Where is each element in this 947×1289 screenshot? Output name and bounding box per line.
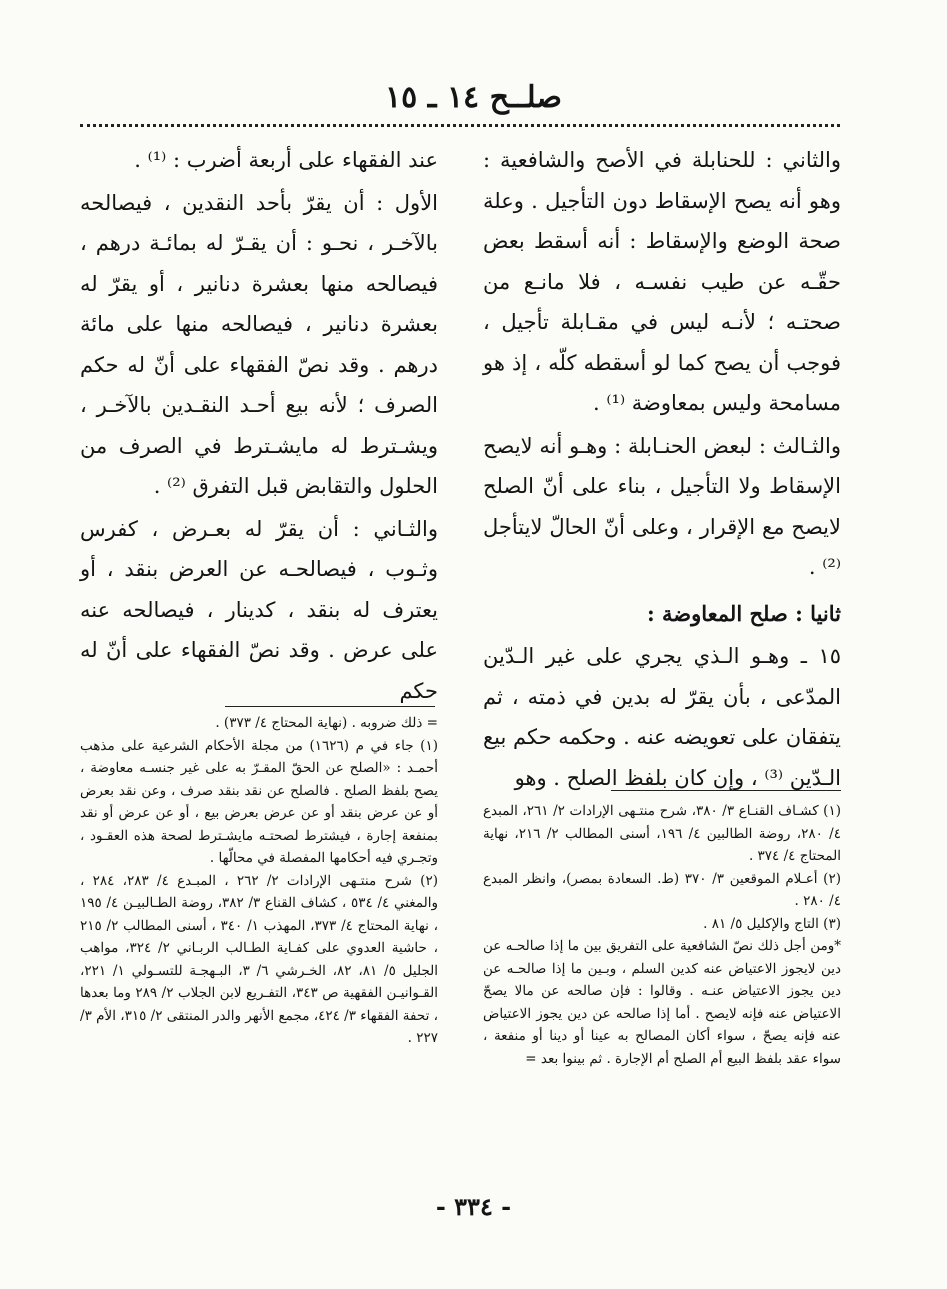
- footnote: = ذلك ضروبه . (نهاية المحتاج ٤/ ٣٧٣) .: [215, 715, 438, 731]
- footnote-divider: [611, 790, 841, 791]
- left-footnotes: [80, 712, 438, 1050]
- footnote: (١) كشـاف القنـاع ٣/ ٣٨٠، شرح منتـهى الإرادات ٢/ ٢٦١، المبدع ٤/ ٢٨٠، روضة الطالبين ٤/ ١٩٦، أسنى المطالب ٢/ ٢١٦، نهاية المحتاج ٤/ ٣٧٤ .: [483, 803, 842, 864]
- paragraph: والثاني : للحنابلة في الأصح والشافعية : وهو أنه يصح الإسقاط دون التأجيل . وعلة صحة الوضع والإسقاط : أنه أسقط بعض حقّـه عن طيب نفسـه ، فلا مانـع من صحتـه ؛ لأنـه ليس في مقـابلة تأجيل ، فوجب أن يصح كما لو أسقطه كلّه ، إذ هو مسامحة وليس بمعاوضة ⁽¹⁾ .: [483, 148, 841, 415]
- page-number: - ٣٣٤ -: [435, 1192, 512, 1221]
- footnote: (٣) التاج والإكليل ٥/ ٨١ .: [703, 915, 841, 932]
- paragraph: الأول : أن يقرّ بأحد النقدين ، فيصالحه بالآخـر ، نحـو : أن يقـرّ له بمائـة درهم ، فيصالحه منها بعشرة دنانير ، أو يقرّ له بعشرة دنانير ، فيصالحه منها على مائة درهم . وقد نصّ الفقهاء على أنّ له حكم الصرف ؛ لأنه بيع أحـد النقـدين بالآخـر ، ويشـترط له مايشـترط في الصرف من الحلول والتقابض قبل التفرق ⁽²⁾ .: [80, 190, 438, 498]
- paragraph: والثـالث : لبعض الحنـابلة : وهـو أنه لايصح الإسقاط ولا التأجيل ، بناء على أنّ الصلح لايصح مع الإقرار ، وعلى أنّ الحالّ لايتأجل ⁽²⁾ .: [483, 433, 841, 579]
- page-title: صلــح ١٤ ـ ١٥: [385, 80, 562, 115]
- footnote: (٢) شرح منتـهى الإرادات ٢/ ٢٦٢ ، المبـدع ٤/ ٢٨٣، ٢٨٤ ، والمغني ٤/ ٥٣٤ ، كشاف القناع ٣/ ٣٨٢، روضة الطـالبيـن ٤/ ١٩٥ ، نهاية المحتاج ٤/ ٣٧٣، المهذب ١/ ٣٤٠ ، أسنى المطالب ٢/ ٢١٥ ، حاشية العدوي على كفـاية الطـالب الربـاني ٢/ ٣٢٤، مواهب الجليل ٥/ ٨١، ٨٢، الخـرشي ٦/ ٣، البـهجـة للتسـولي ١/ ٢٢١، القـوانيـن الفقهية ص ٣٤٣، التفـريع لابن الجلاب ٢/ ٢٨٩ وما بعدها ، تحفة الفقهاء ٣/ ٤٢٤، مجمع الأنهر والدر المنتقى ٢/ ٣١٥، الأم ٣/ ٢٢٧ .: [80, 872, 439, 1046]
- footnote: (١) جاء في م (١٦٢٦) من مجلة الأحكام الشرعية على مذهب أحمـد : «الصلح عن الحقّ المقـرّ به على غير جنسـه معاوضة ، يصح بلفظ الصلح . فالصلح عن نقد بنقد صرف ، وعن نقد بعرض أو عن عرض بنقد أو عن عرض بعرض بيع ، أو عن عرض أو نقد بمنفعة إجارة ، فيشترط لصحتـه مايشـترط لصحة هذه العقـود ، وتجـري فيه أحكامها المفصلة في محالّها .: [80, 737, 438, 866]
- footnote: *ومن أجل ذلك نصّ الشافعية على التفريق بين ما إذا صالحـه عن دين لايجوز الاعتياض عنه كدين السلم ، وبـين ما إذا صالحـه عن دين يجوز الاعتياض عنـه . وقالوا : فإن صالحه عن مالا يصحّ الاعتياض عنه فإنه لايصح . أما إذا صالحه عن دين يجوز الاعتياض عنه فإنه يصحّ ، سواء أكان المصالح به عينا أو دينا أو منفعة ، سواء عقد بلفظ البيع أم الصلح أم الإجارة . ثم بينوا بعد =: [483, 938, 841, 1067]
- paragraph: والثـاني : أن يقرّ له بعـرض ، كفرس وثـوب ، فيصالحـه عن العرض بنقد ، أو يعترف له بنقد ، كدينار ، فيصالحه عنه على عرض . وقد نصّ الفقهاء على أنّ له حكم: [80, 516, 438, 703]
- left-column: [80, 140, 438, 711]
- paragraph: ١٥ ـ وهـو الـذي يجري على غير الـدّين المدّعى ، بأن يقرّ له بدين في ذمته ، ثم يتفقان على تعويضه عنه . وحكمه حكم بيع الـدّين ⁽³⁾ ، وإن كان بلفظ الصلح . وهو: [483, 644, 841, 790]
- right-footnotes: [483, 800, 841, 1070]
- footnote: (٢) أعـلام الموقعين ٣/ ٣٧٠ (ط. السعادة بمصر)، وانظر المبدع ٤/ ٢٨٠ .: [483, 870, 841, 909]
- right-column: [483, 140, 841, 798]
- footnote-divider: [225, 706, 435, 707]
- header-divider: [80, 124, 840, 127]
- paragraph: عند الفقهاء على أربعة أضرب : ⁽¹⁾ .: [134, 148, 438, 172]
- section-heading: ثانيا : صلح المعاوضة :: [646, 600, 841, 626]
